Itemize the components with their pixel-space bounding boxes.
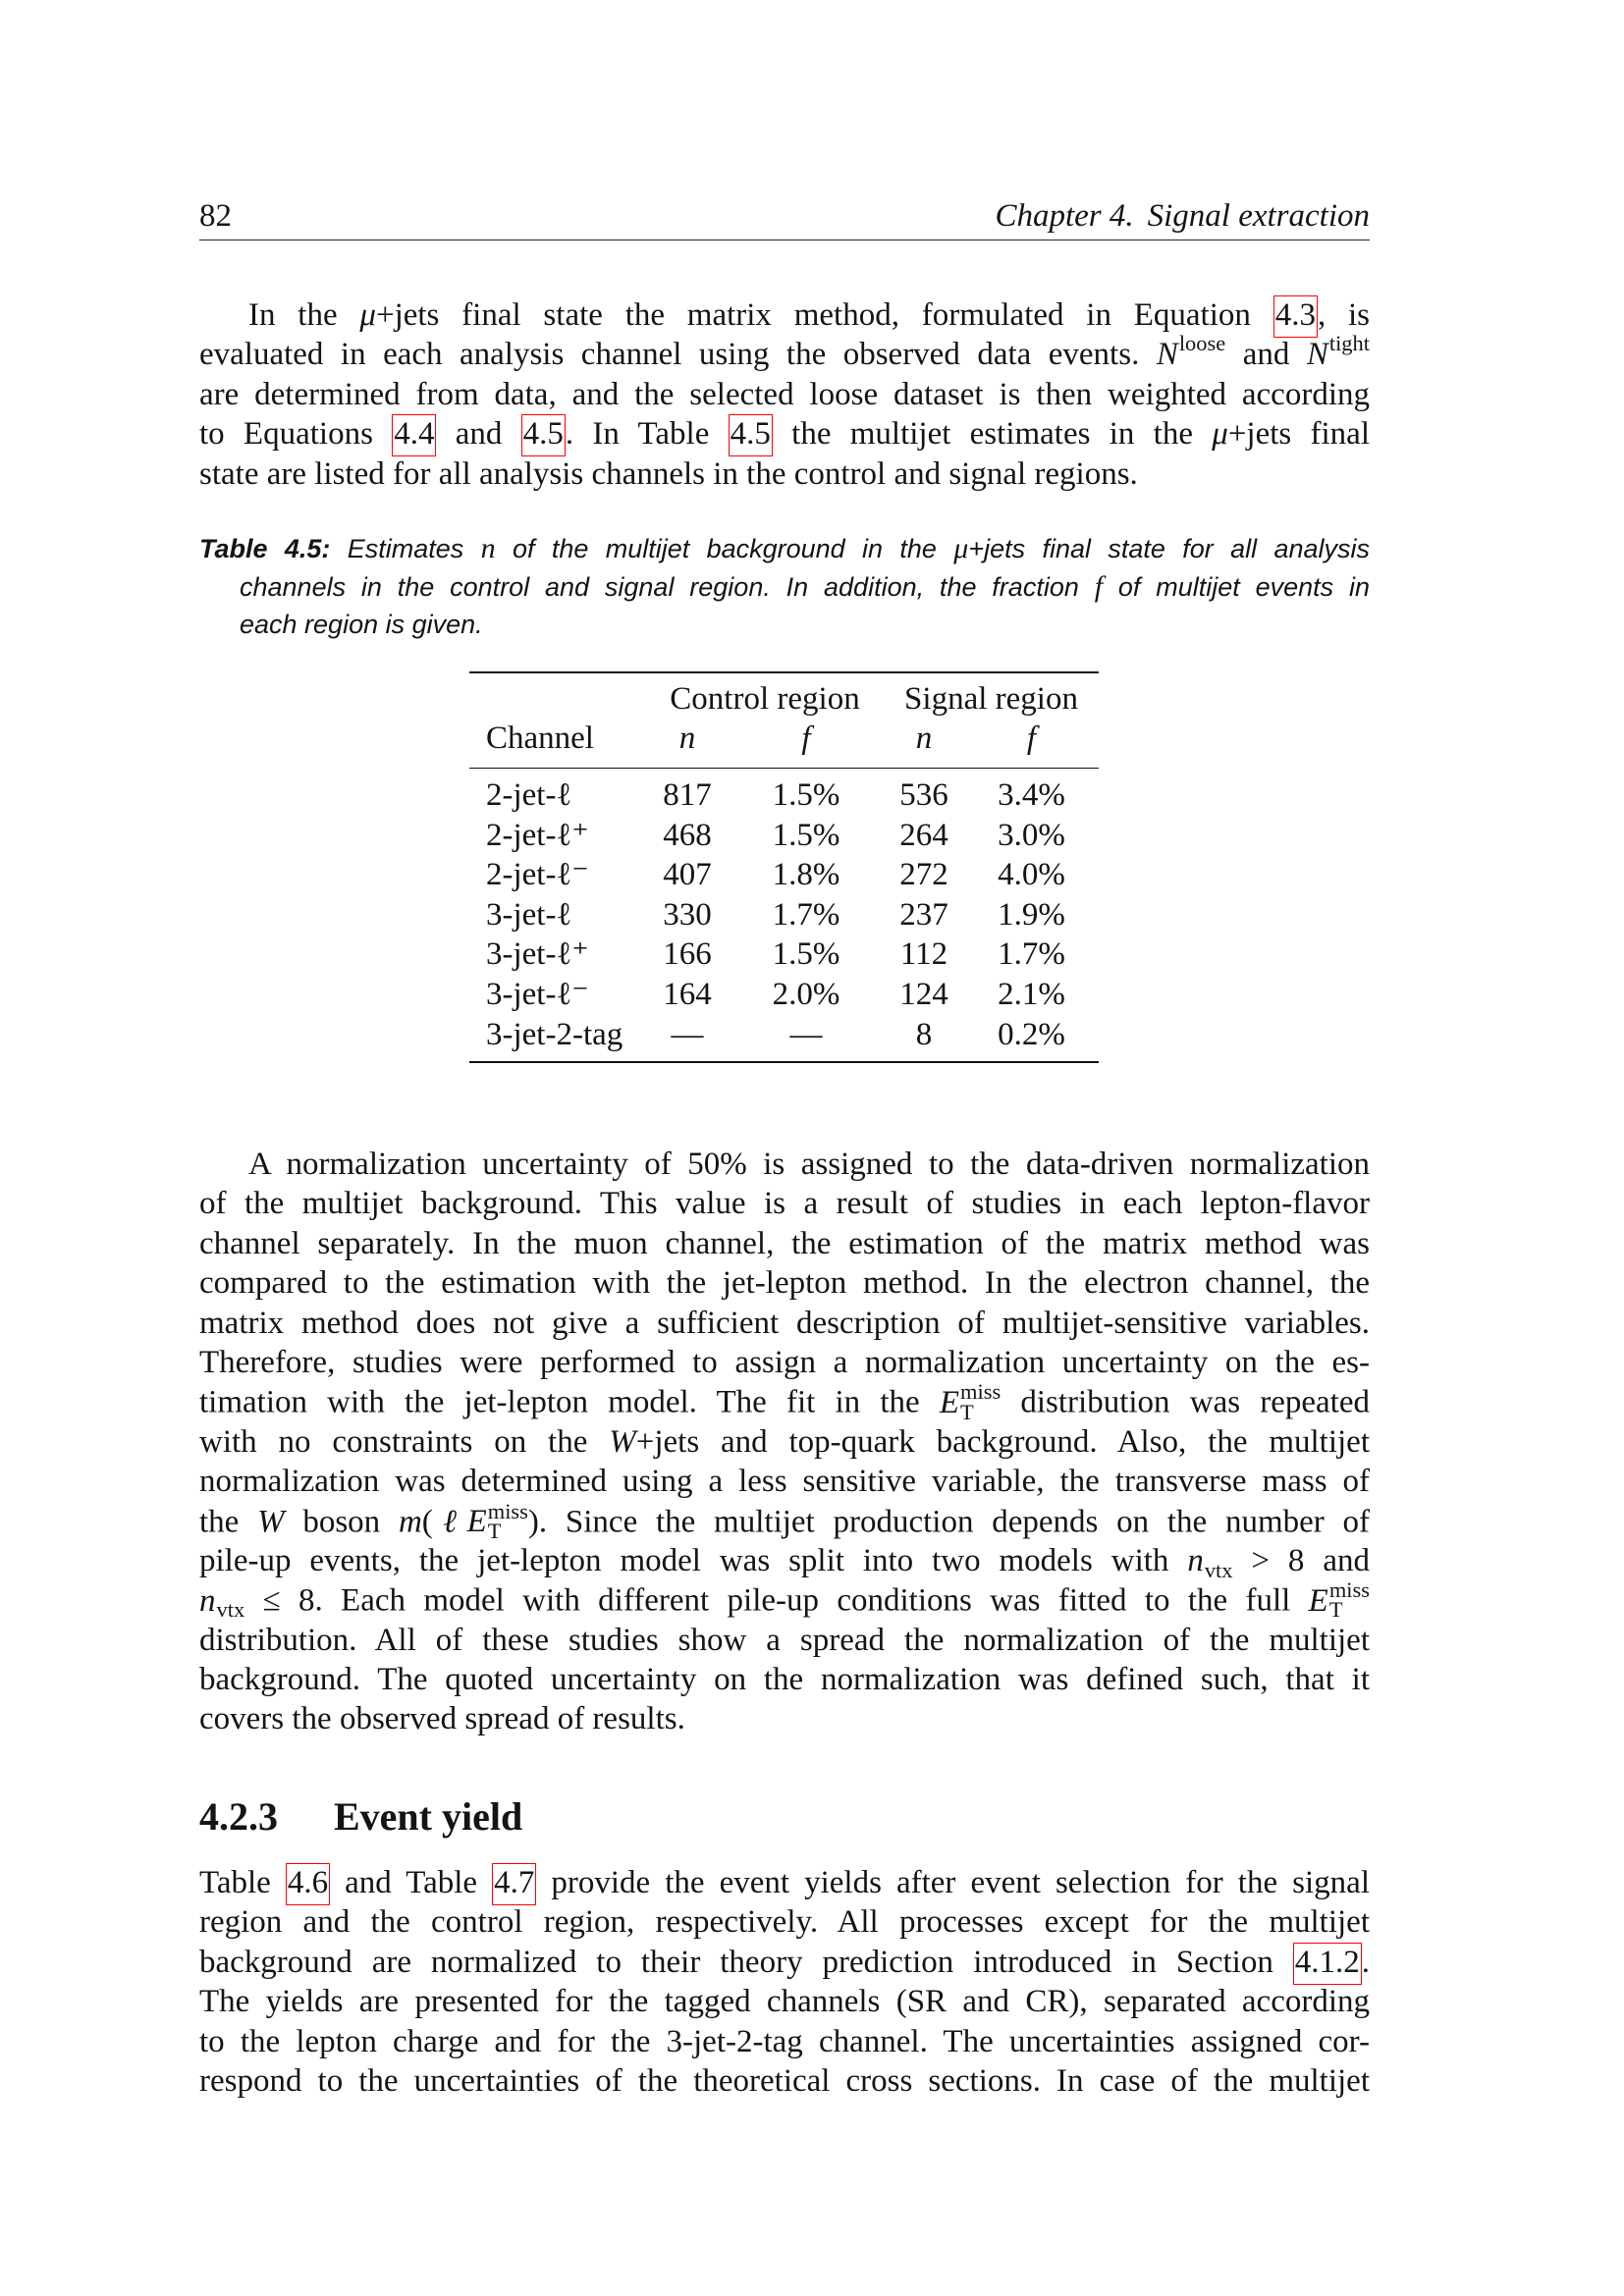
control-n-cell: 330 — [663, 896, 712, 933]
math-symbol: m — [398, 1503, 422, 1539]
math-subscript: T — [1328, 1597, 1343, 1623]
control-f-cell: 1.5% — [772, 817, 840, 853]
text-line: distribution. All of these studies show a spread the normalization of the multijet — [199, 1622, 1370, 1658]
table-column-header-row — [469, 719, 1099, 758]
table-row — [469, 895, 1099, 934]
cross-reference-link[interactable]: 4.5 — [729, 414, 773, 456]
text-line: Table 4.5: Estimates n of the multijet background in the μ+jets final state for all analysis — [199, 532, 1370, 564]
section-title: Event yield — [334, 1794, 523, 1839]
signal-f-cell: 4.0% — [998, 857, 1065, 893]
running-header — [199, 196, 1370, 236]
math-base: N — [1156, 337, 1178, 373]
table-row — [469, 855, 1099, 894]
channel-cell: 2-jet-ℓ⁺ — [486, 817, 589, 853]
text-line: compared to the estimation with the jet-lepton method. In the electron channel, the — [199, 1265, 1370, 1302]
cross-reference-link[interactable]: 4.1.2 — [1293, 1943, 1362, 1985]
table-row — [469, 1015, 1099, 1054]
text-line: of the multijet background. This value is a result of studies in each lepton-flavor — [199, 1186, 1370, 1222]
table-top-rule — [469, 671, 1099, 673]
signal-n-header: n — [915, 721, 933, 757]
math-expression — [1187, 1542, 1233, 1582]
text-line: each region is given. — [240, 610, 483, 639]
table-group-header-row — [469, 679, 1099, 719]
text-line: background are normalized to their theory prediction introduced in Section 4.1.2. — [199, 1943, 1370, 1982]
math-expression — [939, 1379, 1001, 1424]
table-empty-header-cell — [469, 679, 646, 719]
math-expression — [466, 1498, 528, 1543]
text-line: evaluated in each analysis channel using the observed data events. $N^{loose}$ and $N^{tight}$ — [199, 330, 1370, 373]
paragraph-matrix-method — [199, 295, 1370, 494]
table-row — [469, 775, 1099, 815]
channel-cell: 2-jet-ℓ⁻ — [486, 857, 589, 893]
cross-reference-link[interactable]: 4.3 — [1273, 295, 1318, 338]
signal-n-cell: 536 — [899, 777, 948, 813]
paragraph-normalization-uncertainty — [199, 1145, 1370, 1739]
text-line: pile-up events, the jet-lepton model was split into two models with $n_{vtx} > 8$ and — [199, 1542, 1370, 1582]
control-f-cell: 1.7% — [772, 896, 840, 933]
signal-n-cell: 124 — [899, 977, 948, 1012]
text-line: In the μ+jets final state the matrix method, formulated in Equation 4.3, is — [199, 295, 1370, 335]
math-symbol: ℓ — [432, 1503, 467, 1539]
control-f-cell: 1.5% — [772, 936, 840, 973]
math-superscript: tight — [1328, 330, 1370, 355]
text-line: Therefore, studies were performed to assign a normalization uncertainty on the es- — [199, 1344, 1370, 1380]
math-base: E — [1308, 1582, 1328, 1619]
text-line: are determined from data, and the selected loose dataset is then weighted according — [199, 376, 1370, 412]
math-expression — [1308, 1577, 1370, 1623]
text-line: with no constraints on the W+jets and top-quark background. Also, the multijet — [199, 1423, 1370, 1460]
table-caption — [199, 530, 1370, 644]
text-line: Table 4.6 and Table 4.7 provide the event yields after event selection for the signal — [199, 1863, 1370, 1902]
math-symbol: μ — [1212, 416, 1228, 453]
math-scripts — [960, 1379, 1001, 1424]
cross-reference-link[interactable]: 4.6 — [286, 1863, 330, 1905]
math-symbol: μ — [359, 297, 376, 333]
cross-reference-link[interactable]: 4.5 — [521, 414, 566, 456]
text-line: background. The quoted uncertainty on the normalization was defined such, that it — [199, 1662, 1370, 1698]
math-base: N — [1306, 337, 1328, 373]
signal-n-cell: 237 — [899, 896, 948, 933]
text-line: normalization was determined using a less sensitive variable, the transverse mass of — [199, 1464, 1370, 1500]
math-superscript: miss — [487, 1498, 528, 1523]
math-scripts — [1328, 1577, 1370, 1623]
signal-n-cell: 8 — [915, 1016, 933, 1052]
page-number: 82 — [199, 198, 232, 234]
control-n-cell: 468 — [663, 817, 712, 853]
channel-header: Channel — [486, 721, 594, 757]
signal-f-cell: 1.7% — [998, 936, 1065, 973]
math-superscript: miss — [1328, 1577, 1370, 1603]
text-line: respond to the uncertainties of the theoretical cross sections. In case of the multijet — [199, 2062, 1370, 2099]
control-f-cell: 1.8% — [772, 857, 840, 893]
channel-cell: 3-jet-ℓ⁻ — [486, 977, 589, 1012]
chapter-label: Chapter 4. — [995, 198, 1134, 234]
control-n-cell: 407 — [663, 857, 712, 893]
math-expression — [199, 1582, 245, 1623]
signal-f-cell: 0.2% — [998, 1016, 1065, 1052]
signal-n-cell: 264 — [899, 817, 948, 853]
math-subscript: vtx — [1204, 1557, 1233, 1582]
control-n-cell: — — [671, 1016, 704, 1052]
math-base: n — [1187, 1542, 1204, 1578]
signal-region-header: Signal region — [904, 681, 1078, 717]
signal-n-cell: 272 — [899, 857, 948, 893]
math-symbol: n — [480, 532, 496, 564]
multijet-estimates-table — [469, 671, 1099, 1064]
running-head — [995, 196, 1370, 236]
math-symbol: μ — [953, 532, 969, 564]
math-expression — [1156, 330, 1226, 373]
text-line: to Equations 4.4 and 4.5. In Table 4.5 the multijet estimates in the μ+jets final — [199, 414, 1370, 454]
math-subscript: T — [487, 1518, 502, 1543]
math-base: E — [466, 1503, 487, 1539]
control-n-cell: 817 — [663, 777, 712, 813]
signal-f-cell: 1.9% — [998, 896, 1065, 933]
text-line: timation with the jet-lepton model. The fit in the E miss T distribution was repeated — [199, 1379, 1370, 1424]
cross-reference-link[interactable]: 4.7 — [492, 1863, 536, 1905]
caption-label: Table 4.5: — [199, 534, 331, 563]
math-base: E — [939, 1384, 960, 1420]
control-f-cell: 1.5% — [772, 777, 840, 813]
section-heading — [199, 1793, 1370, 1841]
signal-f-header: f — [1026, 721, 1037, 757]
text-line: channel separately. In the muon channel, the estimation of the matrix method was — [199, 1225, 1370, 1261]
table-row — [469, 934, 1099, 974]
math-expression — [1306, 330, 1370, 373]
cross-reference-link[interactable]: 4.4 — [392, 414, 436, 456]
math-symbol: f — [1094, 569, 1104, 603]
text-line: A normalization uncertainty of 50% is assigned to the data-driven normalization — [248, 1147, 1370, 1182]
control-f-header: f — [801, 721, 811, 757]
math-subscript: T — [960, 1399, 974, 1424]
table-mid-rule — [469, 768, 1099, 769]
text-line: channels in the control and signal region. In addition, the fraction f of multijet events in — [240, 569, 1370, 603]
signal-f-cell: 3.0% — [998, 817, 1065, 853]
text-line: region and the control region, respectively. All processes except for the multijet — [199, 1904, 1370, 1941]
control-n-cell: 166 — [663, 936, 712, 973]
math-base: n — [199, 1582, 216, 1619]
text-line: The yields are presented for the tagged channels (SR and CR), separated according — [199, 1984, 1370, 2020]
table-bottom-rule — [469, 1061, 1099, 1063]
control-n-header: n — [678, 721, 696, 757]
signal-f-cell: 3.4% — [998, 777, 1065, 813]
control-f-cell: 2.0% — [772, 977, 840, 1012]
signal-n-cell: 112 — [899, 936, 948, 973]
text-line: state are listed for all analysis channels in the control and signal regions. — [199, 455, 1138, 492]
control-region-header: Control region — [670, 681, 860, 717]
text-line: matrix method does not give a sufficient description of multijet-sensitive variables. — [199, 1305, 1370, 1341]
table-row — [469, 975, 1099, 1014]
signal-f-cell: 2.1% — [998, 977, 1065, 1012]
channel-cell: 3-jet-ℓ — [486, 896, 572, 933]
text-line: $n_{vtx} \le 8$. Each model with different pile-up conditions was fitted to the full E miss T — [199, 1577, 1370, 1623]
channel-cell: 2-jet-ℓ — [486, 777, 572, 813]
channel-cell: 3-jet-2-tag — [486, 1016, 623, 1052]
control-n-cell: 164 — [663, 977, 712, 1012]
math-symbol: W — [609, 1423, 636, 1460]
math-superscript: loose — [1178, 330, 1226, 355]
math-symbol: W — [257, 1503, 285, 1539]
text-line: to the lepton charge and for the 3-jet-2-tag channel. The uncertainties assigned cor- — [199, 2023, 1370, 2059]
text-line: the W boson m(ℓE miss T ). Since the multijet production depends on the number of — [199, 1498, 1371, 1543]
math-subscript: vtx — [216, 1597, 245, 1623]
math-scripts — [487, 1498, 528, 1543]
table-row — [469, 816, 1099, 855]
channel-cell: 3-jet-ℓ⁺ — [486, 936, 589, 973]
text-line: covers the observed spread of results. — [199, 1701, 685, 1737]
control-f-cell: — — [789, 1016, 823, 1052]
math-superscript: miss — [960, 1379, 1001, 1405]
paragraph-event-yield — [199, 1863, 1370, 2101]
section-number: 4.2.3 — [199, 1794, 278, 1839]
chapter-title: Signal extraction — [1147, 198, 1370, 234]
